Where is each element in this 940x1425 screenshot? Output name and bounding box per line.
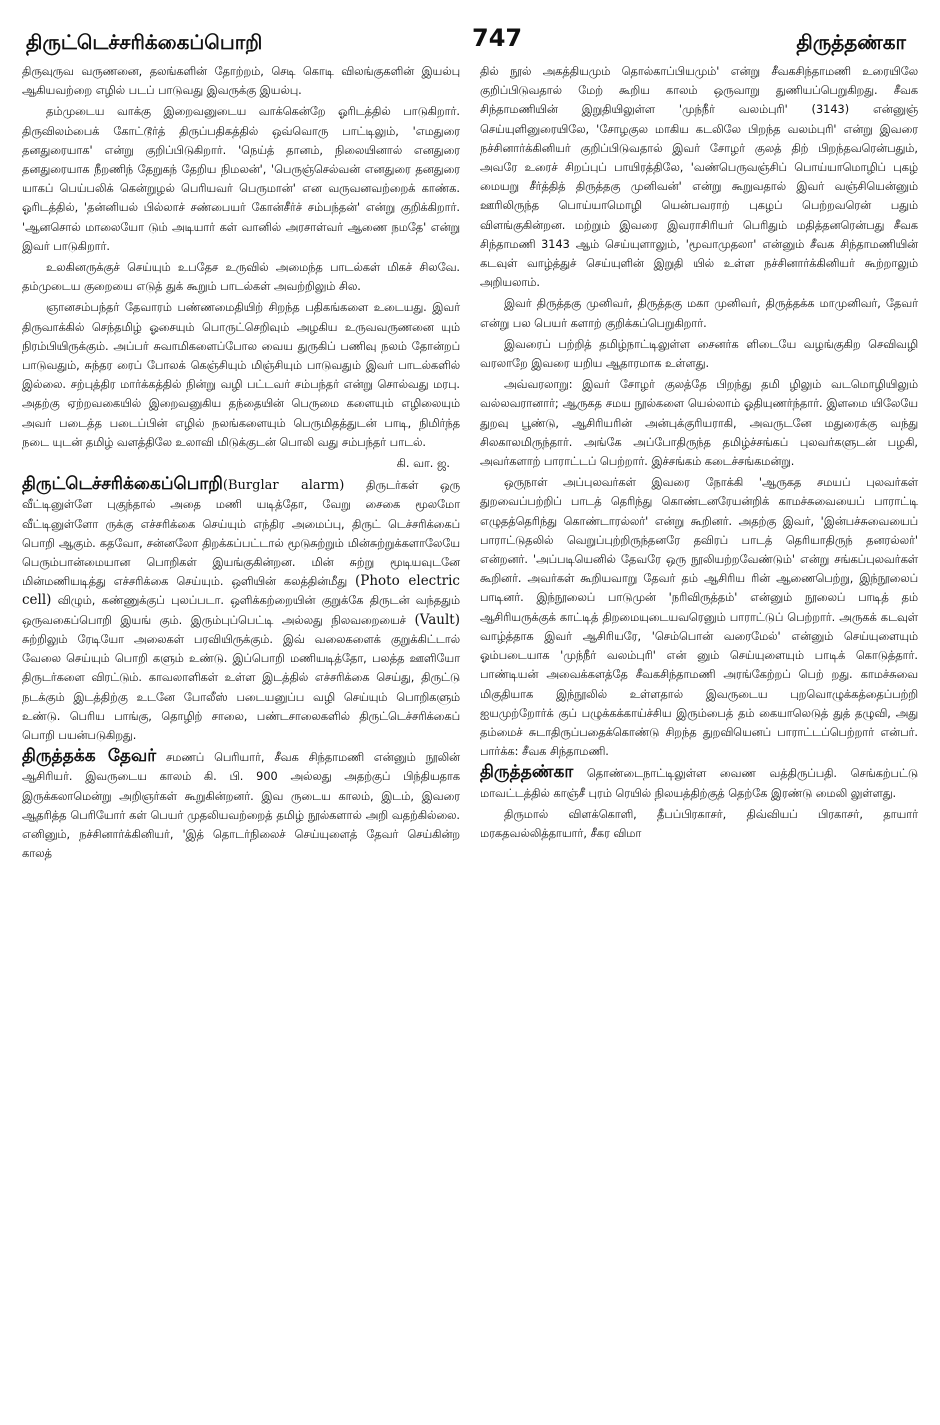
entry-text: விழும், கண்ணுக்குப் புலப்படா. ஒளிக்கற்றையின் குறுக்கே திருடன் வந்ததும் ஒருவகைப்பொறி இயங் கும். இரும்புப்பெட்டி அல்லது நிலவறையைச் — [22, 594, 460, 627]
page-header — [22, 22, 914, 62]
paragraph: திருமால் விளக்கொளி, தீபப்பிரகாசர், திவ்வியப் பிரகாசர், தாயார் மரகதவல்லித்தாயார், சீகர விமா — [480, 807, 918, 840]
paragraph: ஞானசம்பந்தர் தேவாரம் பண்ணமைதியிற் சிறந்த பதிகங்களை உடையது. இவர் திருவாக்கில் செந்தமிழ் ஓசையும் பொருட்செறிவும் அழகிய உருவவருணனை யும் நிரம்பியிருக்கும். அப்பர் சுவாமிகளைப்போல வைய துருகிப் பணிவு நலம் தோன்றப் பாடுவதும், சுந்தர ரைப் போலக் கெஞ்சியும் மிஞ்சியும் பாடுவதும் இவர் பாடல்களில் இல்லை. சற்புத்திர மார்க்கத்தில் நின்று வழி பட்டவர் சம்பந்தர் என்று சொல்வது மரபு. அதற்கு ஏற்றவகையில் இறைவனுகிய தந்தையின் பெருமை களையும் எழிலையும் அவர் படைத்த படைப்பின் எழில் நலங்களையும் பெருமிதத்துடன் பாடி, நிமிர்ந்த நடை யுடன் தமிழ் வளத்திலே உலாவி மிடுக்குடன் பொலி வது சம்பந்தர் பாடல். — [22, 301, 460, 449]
entry-text: திருடர்கள் ஒரு வீட்டினுள்ளே புகுந்தால் அதை மணி யடித்தோ, வேறு சைகை மூலமோ வீட்டினுள்ளோ ருக்கு எச்சரிக்கை செய்யும் எந்திர அமைப்பு, திருட் டெச்சரிக்கைப் பொறி ஆகும். கதவோ, சன்னலோ திறக்கப்பட்டால் மூடுசுற்றும் மின்சுற்றுக்களாலேயே பெரும்பான்மையான பொறிகள் இயங்குகின்றன. மின் சுற்று மூடியவுடனே மின்மணியடித்து எச்சரிக்கை செய்யும். ஒளியின் கலத்தின்மீது — [22, 479, 460, 589]
entry-text: சமணப் பெரியார், சீவக சிந்தாமணி என்னும் நூலின் ஆசிரியர். இவருடைய காலம் கி. பி. 900 அல்லது அதற்குப் பிந்தியதாக இருக்கலாமென்று அறிஞர்கள் கூறுகின்றனர். இவ ருடைய காலம், இடம், இவரை ஆதரித்த பெரியோர் கள் பெயர் முதலியவற்றைத் தமிழ் நூல்களால் அறி வதற்கில்லை. எனினும், நச்சினார்க்கினியர், 'இத் தொடர்நிலைச் செய்யுளைத் தேவர் செய்கின்ற காலத் — [22, 751, 460, 861]
entry-title: திருட்டெச்சரிக்கைப்பொறி — [22, 474, 223, 495]
entry-thiruthakka-thevar — [22, 747, 460, 863]
english-term: (Vault) — [414, 611, 460, 628]
entry-burglar-alarm — [22, 475, 460, 745]
paragraph: ஒருநாள் அப்புலவர்கள் இவரை நோக்கி 'ஆருகத சமயப் புலவர்கள் துறவைப்பற்றிப் பாடத் தெரிந்து கொண்டனரேயன்றிக் காமச்சுவையைப் பாராட்டி எழுதத்தெரிந்து கொண்டாரல்லர்' என்று கூறினர். அதற்கு இவர், 'இன்பச்சுவையைப் பாராட்டுதலில் வெறுப்புற்றிருந்தனரே தவிரப் பாடத் தெரியாதிருந் தனரல்லர்' என்றனர். 'அப்படியெனில் தேவரே ஒரு நூலியற்றவேண்டும்' என்று சங்கப்புலவர்கள் கூறினர். அவர்கள் கூறியவாறு தேவர் தம் ஆசிரிய ரின் ஆணைபெற்று, இந்நூலைப் பாடினர். இந்நூலைப் பாடுமுன் 'நரிவிருத்தம்' என்னும் நூலைப் பாடித் தம் ஆசிரியருக்குக் காட்டித் திறமையுடையவரெனும் பாராட்டுப் பெற்றார். அருகக் கடவுள் வாழ்த்தாக இவர் ஆசிரியரே, 'செம்பொன் வரைமேல்' என்னும் செய்யுளையும் ஓம்படையாக 'முந்நீர் வலம்புரி' என் னும் செய்யுளையும் பாடிக் கொடுத்தார். பாண்டியன் அவைக்களத்தே சீவகசிந்தாமணி அரங்கேற்றப் பெற் றது. காமச்சுவை மிகுதியாக இந்நூலில் உள்ளதால் இவருடைய புறவொழுக்கத்தைப்பற்றி ஐயமுற்றோர்க் குப் பழுக்கக்காய்ச்சிய இரும்பைத் தம் கையாலெடுத் துத் தழுவி, அது தம்மைச் சுடாதிருப்பதைக்கொண்டு சிறந்த துறவியெனப் பாராட்டப்பெற்றார் என்பர். பார்க்க: சீவக சிந்தாமணி. — [480, 476, 918, 759]
paragraph: உலகினருக்குச் செய்யும் உபதேச உருவில் அமைந்த பாடல்கள் மிகச் சிலவே. தம்முடைய குறையை எடுத் துக் கூறும் பாடல்கள் அவற்றிலும் சில. — [22, 261, 460, 294]
right-column — [480, 62, 918, 1425]
entry-thiruthanka — [480, 763, 918, 802]
columns — [22, 62, 918, 1425]
page-number: 747 — [472, 24, 523, 52]
paragraph: இவரைப் பற்றித் தமிழ்நாட்டிலுள்ள சைனர்க ளிடையே வழங்குகிற செவிவழி வரலாறே இவரை யறிய ஆதாரமாக உள்ளது. — [480, 337, 918, 371]
left-column — [22, 62, 460, 1425]
running-head-right: திருத்தண்கா — [796, 30, 906, 54]
english-term: (Photo electric cell) — [22, 573, 460, 609]
running-head-left: திருட்டெச்சரிக்கைப்பொறி — [26, 30, 263, 54]
paragraph: அவ்வரலாறு: இவர் சோழர் குலத்தே பிறந்து தமி ழிலும் வடமொழியிலும் வல்லவரானார்; ஆருகத சமய நூல்களை யெல்லாம் ஓதியுணர்ந்தார். இளமை யிலேயே துறவு பூண்டு, ஆசிரியரின் அன்புக்குரியராகி, அவருடனே மதுரைக்கு வந்து சிலகாலமிருந்தார். அங்கே அப்போதிருந்த தமிழ்ச்சங்கப் புலவர்களுடன் பழகி, அவர்களாற் பாராட்டப் பெற்றார். இச்சங்கம் கடைச்சங்கமன்று. — [480, 378, 918, 469]
entry-text: தொண்டைநாட்டிலுள்ள வைண வத்திருப்பதி. செங்கற்பட்டு மாவட்டத்தில் காஞ்சீ புரம் ரெயில் நிலயத்திற்குத் தெற்கே இரண்டு மைலி லுள்ளது. — [480, 767, 918, 800]
paragraph: திருவுருவ வருணனை, தலங்களின் தோற்றம், செடி கொடி விலங்குகளின் இயல்பு ஆகியவற்றை எழில் படப் பாடுவது இவருக்கு இயல்பு. — [22, 65, 460, 98]
paragraph: இவர் திருத்தகு முனிவர், திருத்தகு மகா முனிவர், திருத்தக்க மாமுனிவர், தேவர் என்று பல பெயர் களாற் குறிக்கப்பெறுகிறார். — [480, 297, 918, 330]
entry-text: சுற்றிலும் ரேடியோ அலைகள் பரவியிருக்கும். இவ் வலைகளைக் குறுக்கிட்டால் வேலை செய்யும் பொறி களும் உண்டு. இப்பொறி மணியடித்தோ, பலத்த ஊளியோ திருடர்களை விரட்டும். காவலாளிகள் உள்ள இடத்தில் எச்சரிக்கை செய்து, திருட்டு நடக்கும் இடத்திற்கு உடனே போலீஸ் படையனுப்ப வழி செய்யும் பொறிகளும் உண்டு. பெரிய பாங்கு, தொழிற் சாலை, பண்டசாலைகளில் திருட்டெச்சரிக்கைப் பொறி பயன்படுகிறது. — [22, 632, 460, 742]
entry-title: திருத்தண்கா — [480, 762, 574, 783]
paragraph: தம்முடைய வாக்கு இறைவனுடைய வாக்கென்றே ஓரிடத்தில் பாடுகிறார். திருவிலம்பைக் கோட்டூர்த் திருப்பதிகத்தில் ஒவ்வொரு பாட்டிலும், 'எமதுரை தனதுரையாக' என்று குறிப்பிடுகிறார். 'நெய்த் தானம், நிலையினால் எனதுரை தனதுரையாக நீறணிந் தேறுகந் தேறிய நிமலன்', 'பெருஞ்செல்வன் எனதுரை தனதுரை யாகப் பெய்பலிக் கென்றுழல் பெரியவர் பெருமான்' என வருவனவற்றைக் காண்க. ஓரிடத்தில், 'தன்னியல் பில்லாச் சண்பையர் கோன்சீர்ச் சம்பந்தன்' என்று குறிக்கிறார். 'ஆனசொல் மாலையோ டும் அடியார் கள் வானில் அரசாள்வர் ஆணை நமதே' என்று இவர் பாடுகிறார். — [22, 105, 460, 253]
paragraph: தில் நூல் அகத்தியமும் தொல்காப்பியமும்' என்று சீவகசிந்தாமணி உரையிலே குறிப்பிடுவதால் மேற் கூறிய காலம் ஒருவாறு துணியப்பெறுகிறது. சீவக சிந்தாமணியின் இறுதியிலுள்ள 'முந்நீர் வலம்புரி' (3143) என்னுஞ் செய்யுளினுரையிலே, 'சோழகுல மாகிய கடலிலே பிறந்த வலம்புரி' என்று இவரை நச்சினார்க்கினியர் குறிப்பிடுவதால் இவர் சோழர் குலத் திற் பிறந்தவரென்பதும், அவரே உரைச் சிறப்புப் பாயிரத்திலே, 'வண்பெருவஞ்சிப் பொய்யாமொழிப் புகழ் மையறு சீர்த்தித் திருத்தகு முனிவன்' என்று கூறுவதால் இவர் வஞ்சியென்னும் ஊரிலிருந்த பொய்யாமொழி யென்பவராற் புகழப் பெற்றவரென் பதும் விளங்குகின்றன. மற்றும் இவரை இவராசிரியர் பெரிதும் மதித்தனரென்பது சீவக சிந்தாமணி 3143 ஆம் செய்யுளாலும், 'மூவாமுதலா' என்னும் சீவக சிந்தாமணியின் கடவுள் வாழ்த்துச் செய்யுளின் இறுதி யில் உள்ள நச்சினார்க்கினியர் கூற்றாலும் அறியலாம். — [480, 65, 918, 290]
author-signature: கி. வா. ஜ. — [396, 457, 450, 471]
entry-title: திருத்தக்க தேவர் — [22, 746, 157, 767]
entry-title-english: (Burglar alarm) — [222, 478, 345, 494]
